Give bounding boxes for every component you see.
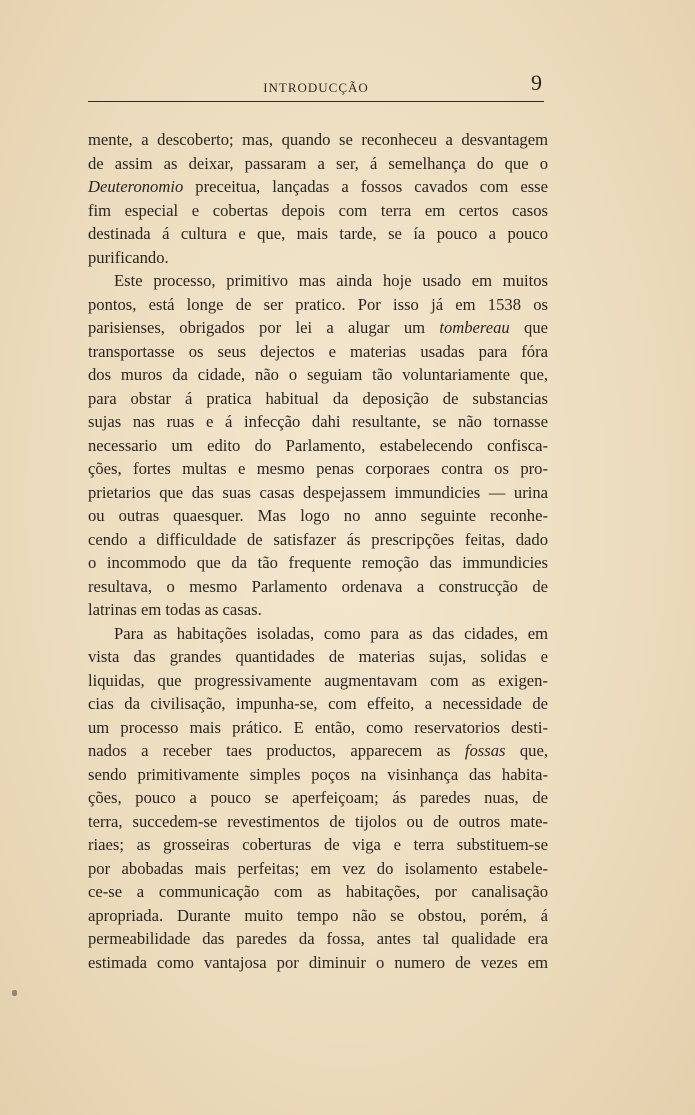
text-line [88, 551, 548, 575]
text-line [88, 222, 548, 246]
text-run: resultava, o mesmo Parlamento ordenava a construcção de [88, 576, 548, 596]
text-line [88, 387, 548, 411]
italic-term: tombereau [439, 318, 510, 337]
text-run: ções, pouco a pouco se aperfeiçoam; ás paredes nuas, de [88, 788, 548, 807]
text-line [88, 199, 548, 223]
text-line [88, 951, 548, 975]
text-run: permeabilidade das paredes da fossa, antes tal qualidade era [88, 929, 548, 948]
text-run: um processo mais prático. E então, como reservatorios desti- [88, 717, 548, 737]
text-line [88, 927, 548, 951]
text-line [88, 669, 548, 693]
text-line [88, 810, 548, 834]
text-run: parisienses, obrigados por lei a alugar um [88, 318, 440, 337]
text-run: liquidas, que progressivamente augmentavam com as exigen- [88, 670, 548, 690]
text-line [88, 528, 548, 552]
text-line [88, 716, 548, 740]
text-run: nados a receber taes productos, apparecem as [88, 741, 465, 760]
text-line [88, 598, 548, 622]
text-run: mente, a descoberto; mas, quando se reconheceu a desvantagem [88, 130, 548, 149]
text-line [88, 763, 548, 787]
text-run: ções, fortes multas e mesmo penas corporaes contra os pro- [88, 459, 548, 478]
text-run: que [509, 318, 548, 337]
text-run: necessario um edito do Parlamento, estabelecendo confisca- [88, 435, 548, 455]
text-run: terra, succedem-se revestimentos de tijolos ou de outros mate- [88, 811, 548, 831]
text-run: por abobadas mais perfeitas; em vez do isolamento estabele- [88, 858, 548, 878]
text-run: cias da civilisação, impunha-se, com effeito, a necessidade de [88, 694, 548, 713]
page-number: 9 [531, 70, 542, 95]
text-line [88, 880, 548, 904]
text-run: sujas nas ruas e á infecção dahi resultante, se não tornasse [88, 412, 548, 431]
text-line [88, 645, 548, 669]
text-line [88, 340, 548, 364]
text-line [88, 175, 548, 199]
text-run: destinada á cultura e que, mais tarde, se ía pouco a pouco [88, 224, 548, 243]
text-run: estimada como vantajosa por diminuir o numero de vezes em [88, 952, 548, 972]
text-line [88, 293, 548, 317]
ink-smudge [12, 990, 17, 996]
text-run: apropriada. Durante muito tempo não se obstou, porém, á [88, 905, 548, 925]
text-run: latrinas em todas as casas. [88, 600, 262, 619]
text-run: de assim as deixar, passaram a ser, á semelhança do que o [88, 153, 548, 173]
text-run: dos muros da cidade, não o seguiam tão voluntariamente que, [88, 365, 548, 384]
text-line [88, 692, 548, 716]
text-run: ce-se a communicação com as habitações, por canalisação [88, 882, 548, 901]
text-line [88, 857, 548, 881]
text-line [88, 269, 548, 293]
text-run: prietarios que das suas casas despejassem immundicies — urina [88, 482, 548, 502]
text-run: riaes; as grosseiras coberturas de viga e terra substituem-se [88, 835, 548, 854]
text-run: Para as habitações isoladas, como para as das cidades, em [114, 623, 548, 643]
header-rule [88, 101, 544, 102]
text-line [88, 739, 548, 763]
text-line [88, 246, 548, 270]
text-line [88, 786, 548, 810]
text-run: que, [505, 741, 548, 760]
text-run: cendo a difficuldade de satisfazer ás prescripções feitas, dado [88, 529, 548, 549]
text-run: o incommodo que da tão frequente remoção das immundicies [88, 553, 548, 572]
text-line [88, 316, 548, 340]
text-line [88, 575, 548, 599]
text-run: transportasse os seus dejectos e materias usadas para fóra [88, 341, 548, 361]
text-line [88, 904, 548, 928]
text-line [88, 833, 548, 857]
text-run: vista das grandes quantidades de materias sujas, solidas e [88, 647, 548, 666]
text-line [88, 152, 548, 176]
text-line [88, 363, 548, 387]
text-line [88, 434, 548, 458]
running-head [88, 68, 544, 98]
text-run: preceitua, lançadas a fossos cavados com esse [183, 177, 548, 196]
text-run: purificando. [88, 247, 169, 267]
text-line [88, 504, 548, 528]
text-run: ou outras quaesquer. Mas logo no anno seguinte reconhe- [88, 506, 548, 525]
italic-term: Deuteronomio [88, 177, 184, 196]
text-run: Este processo, primitivo mas ainda hoje usado em muitos [114, 271, 548, 290]
text-run: para obstar á pratica habitual da deposição de substancias [88, 388, 548, 408]
text-line [88, 481, 548, 505]
text-line [88, 128, 548, 152]
italic-term: fossas [464, 741, 506, 760]
text-run: pontos, está longe de ser pratico. Por isso já em 1538 os [88, 294, 548, 314]
text-line [88, 410, 548, 434]
running-title: INTRODUCÇÃO [263, 80, 369, 95]
text-line [88, 457, 548, 481]
text-run: sendo primitivamente simples poços na visinhança das habita- [88, 764, 548, 784]
text-run: fim especial e cobertas depois com terra em certos casos [88, 200, 548, 220]
text-line [88, 622, 548, 646]
body-text [88, 128, 548, 974]
